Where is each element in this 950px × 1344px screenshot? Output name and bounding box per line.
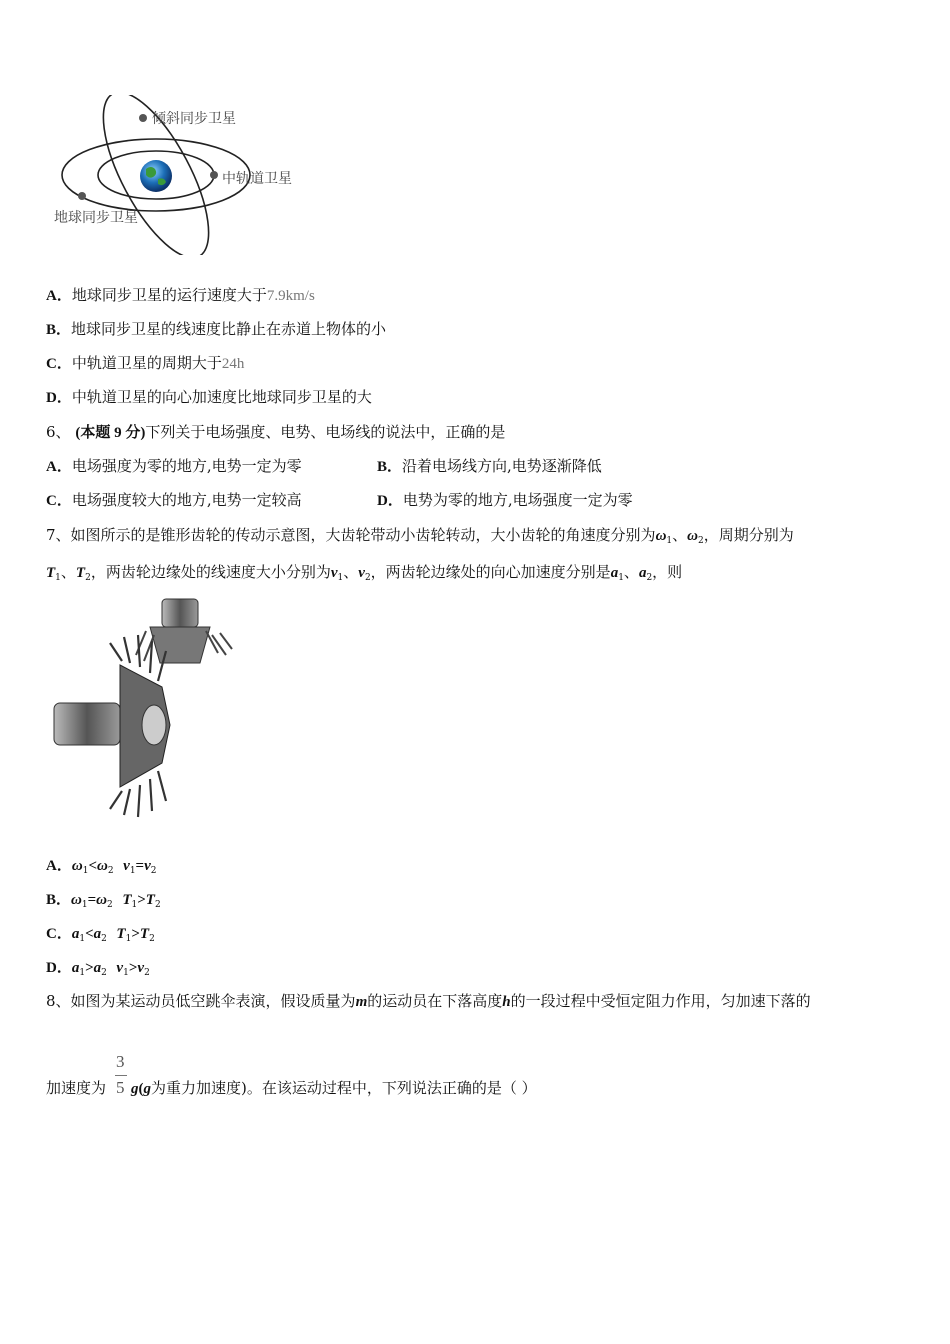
fraction-bar	[115, 1075, 127, 1076]
q5-option-d[interactable]: D．中轨道卫星的向心加速度比地球同步卫星的大	[46, 388, 372, 406]
q7-option-b[interactable]: B．$\omega_1=\omega_2$ $T_1>T_2$	[46, 892, 161, 910]
label-inclined-satellite: 倾斜同步卫星	[152, 111, 236, 127]
large-gear-shaft	[54, 703, 120, 745]
small-gear-shaft	[162, 599, 198, 627]
q6-option-c[interactable]: C．电场强度较大的地方,电势一定较高	[46, 491, 302, 509]
earth-icon	[140, 160, 172, 192]
q6-option-a[interactable]: A．电场强度为零的地方,电势一定为零	[46, 457, 302, 475]
bevel-gear-figure	[50, 595, 235, 820]
q7-stem-line2: $T_1$、$T_2$，两齿轮边缘处的线速度大小分别为$v_1$、$v_2$，两齿轮边缘处的向心加速度分别是$a_1$、$a_2$，则	[46, 563, 683, 583]
q7-option-a[interactable]: A．$\omega_1<\omega_2$ $v_1=v_2$	[46, 858, 157, 876]
q5-option-c[interactable]: C．中轨道卫星的周期大于24h	[46, 354, 245, 372]
q5-option-b[interactable]: B．地球同步卫星的线速度比静止在赤道上物体的小	[46, 320, 387, 338]
middle-satellite-dot	[210, 171, 218, 179]
q6-option-d[interactable]: D．电势为零的地方,电场强度一定为零	[377, 491, 633, 509]
large-gear-hub	[142, 705, 166, 745]
label-geo-satellite: 地球同步卫星	[54, 210, 138, 226]
label-middle-satellite: 中轨道卫星	[222, 171, 292, 187]
q8-stem-line2a: 加速度为	[46, 1079, 107, 1097]
q7-stem-line1: 7、如图所示的是锥形齿轮的传动示意图，大齿轮带动小齿轮转动，大小齿轮的角速度分别为$\omega_1$、$\omega_2$，周期分别为	[46, 526, 794, 546]
fraction-denominator: 5	[116, 1078, 125, 1097]
inclined-satellite-dot	[139, 114, 147, 122]
q8-stem-line2b: g(g为重力加速度)。在该运动过程中，下列说法正确的是（ ）	[131, 1079, 537, 1097]
q6-option-b[interactable]: B．沿着电场线方向,电势逐渐降低	[377, 457, 602, 475]
q8-stem-line1: 8、如图为某运动员低空跳伞表演，假设质量为m的运动员在下落高度h的一段过程中受恒定阻力作用，匀加速下落的	[46, 992, 811, 1010]
fraction-numerator: 3	[116, 1052, 125, 1071]
q5-option-a[interactable]: A．地球同步卫星的运行速度大于7.9km/s	[46, 286, 315, 304]
geo-satellite-dot	[78, 192, 86, 200]
q6-stem: 6、 (本题 9 分)下列关于电场强度、电势、电场线的说法中，正确的是	[46, 423, 506, 441]
q7-option-c[interactable]: C．$a_1<a_2$ $T_1>T_2$	[46, 926, 155, 944]
q7-option-d[interactable]: D．$a_1>a_2$ $v_1>v_2$	[46, 960, 150, 978]
small-gear-body	[150, 627, 210, 663]
